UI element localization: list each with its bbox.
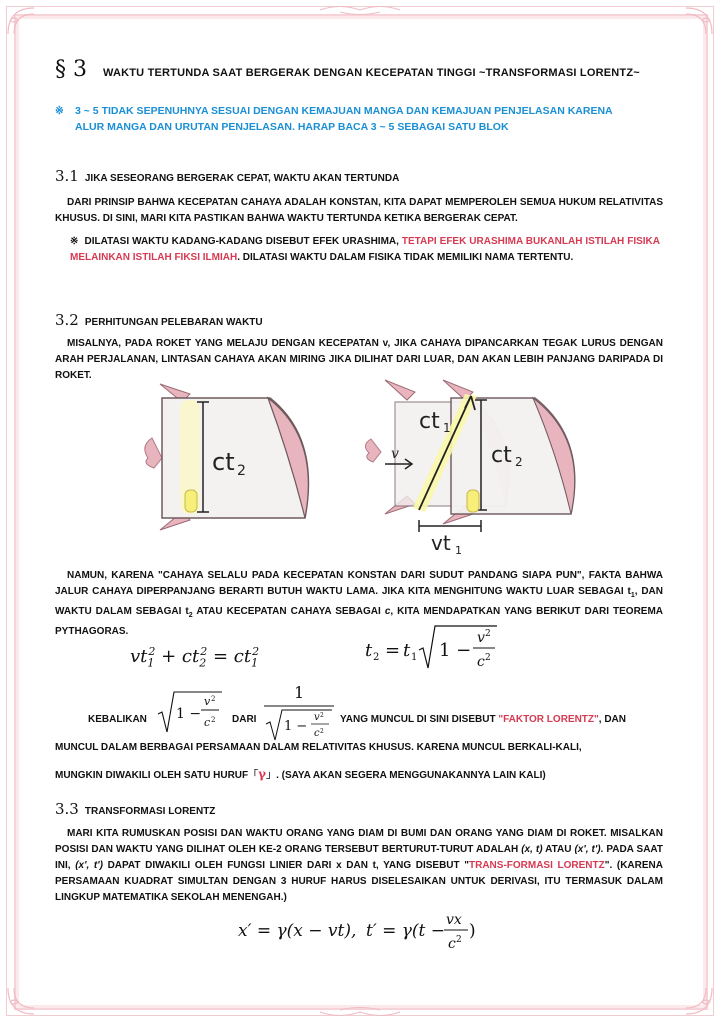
equation-time-dilation (365, 622, 505, 674)
paragraph-3-2-intro: MISALNYA, PADA ROKET YANG MELAJU DENGAN KECEPATAN v, JIKA CAHAYA DIPANCARKAN TEGAK LURUS DENGAN ARAH PERJALANAN, LINTASAN CAHAYA AKAN MIRING JIKA DILIHAT DARI LUAR, DAN AKAN LEBIH PANJANG DARIPADA DI ROKET. (55, 338, 663, 381)
text-segment: MARI KITA RUMUSKAN POSISI DAN WAKTU ORANG YANG DIAM DI BUMI DAN ORANG YANG DIAM DI ROKET. MISALKAN POSISI DAN WAKTU YANG DILIHAT OLEH KE-2 ORANG TERSEBUT BERTURUT-TURUT ADALAH (55, 828, 663, 855)
subsection-title: TRANSFORMASI LORENTZ (84, 806, 216, 817)
note-text-red: TETAPI EFEK URASHIMA BUKANLAH ISTILAH FISIKA MELAINKAN ISTILAH FIKSI ILMIAH (70, 236, 660, 263)
svg-text:2: 2 (373, 652, 380, 663)
svg-text:2: 2 (485, 653, 491, 663)
label-ct1: ct (419, 409, 440, 434)
label-dari: DARI (232, 714, 257, 725)
text-segment: MUNGKIN DIWAKILI OLEH SATU HURUF (55, 770, 249, 781)
svg-text:v: v (314, 712, 320, 723)
note-mark-icon: ※ (70, 236, 79, 247)
text-segment: ATAU (545, 844, 572, 855)
corner-ornament-icon (4, 984, 38, 1018)
text-lorentz-factor-red: "FAKTOR LORENTZ" (498, 714, 599, 725)
subsection-title: JIKA SESEORANG BERGERAK CEPAT, WAKTU AKAN TERTUNDA (84, 173, 400, 184)
svg-text:1 −: 1 − (284, 719, 308, 734)
factor-line (340, 712, 626, 728)
rocket-figure-moving (355, 374, 595, 554)
subsection-title: PERHITUNGAN PELEBARAN WAKTU (84, 317, 263, 328)
svg-text:1: 1 (411, 652, 418, 663)
coords-xt: (x, t) (521, 844, 543, 855)
svg-text:2: 2 (485, 629, 491, 639)
notice-line-2: ALUR MANGA DAN URUTAN PENJELASAN. HARAP BACA 3 ~ 5 SEBAGAI SATU BLOK (75, 121, 509, 133)
text-segment: . (SAYA AKAN SEGERA MENGGUNAKANNYA LAIN KALI) (276, 770, 546, 781)
svg-text:v: v (204, 695, 211, 708)
note-text-end: . DILATASI WAKTU DALAM FISIKA TIDAK MEMILIKI NAMA TERTENTU. (237, 252, 574, 263)
subsection-number: 3.2 (55, 311, 79, 329)
coords-xt-prime: (x', t') (574, 844, 601, 855)
text-segment: , DAN (598, 714, 626, 725)
subsection-number: 3.1 (55, 167, 79, 185)
text-segment: YANG MUNCUL DI SINI DISEBUT (340, 714, 496, 725)
label-v: v (391, 446, 399, 462)
svg-text:1 −: 1 − (176, 706, 202, 722)
paragraph-line-relativity: MUNCUL DALAM BERBAGAI PERSAMAAN DALAM RELATIVITAS KHUSUS. KARENA MUNCUL BERKALI-KALI, (55, 742, 582, 753)
corner-ornament-icon (682, 4, 716, 38)
notice-block (55, 103, 655, 135)
var-t1: $t_1$ (627, 586, 635, 599)
equation-lorentz-transformation (238, 906, 478, 956)
subsection-number: 3.3 (55, 800, 79, 818)
svg-text:2: 2 (211, 716, 216, 724)
note-urashima (70, 234, 660, 266)
label-vt1-sub: 1 (455, 544, 462, 554)
paragraph-3-3 (55, 826, 663, 906)
var-c: c (384, 606, 391, 617)
svg-text:=: = (385, 640, 401, 661)
corner-ornament-icon (682, 984, 716, 1018)
subsection-3-1-heading (55, 167, 399, 185)
paragraph-3-2-pythagoras (55, 568, 663, 640)
coords-xt-prime: (x', t') (75, 860, 103, 871)
rocket-figure-still (140, 378, 330, 538)
paragraph-line-gamma: MUNGKIN DIWAKILI OLEH SATU HURUF「γ」. (SAYA AKAN SEGERA MENGGUNAKANNYA LAIN KALI) (55, 767, 546, 781)
equation-pythagoras: $vt_1^2 + ct_2^2 = ct_1^2$ (130, 645, 260, 670)
note-text: DILATASI WAKTU KADANG-KADANG DISEBUT EFEK URASHIMA, (84, 236, 399, 247)
section-number: § 3 (55, 57, 87, 82)
label-kebalikan: KEBALIKAN (88, 714, 147, 725)
svg-text:x′ = γ(x − vt),: x′ = γ(x − vt), (238, 921, 357, 941)
svg-text:c: c (314, 728, 320, 739)
label-ct2: ct (212, 448, 235, 476)
svg-text:c: c (448, 936, 456, 952)
paragraph-3-1: DARI PRINSIP BAHWA KECEPATAN CAHAYA ADALAH KONSTAN, KITA DAPAT MEMPEROLEH SEMUA HUKUM RELATIVITAS KHUSUS. DI SINI, MARI KITA PASTIKAN BAHWA WAKTU TERTUNDA KETIKA BERGERAK CEPAT. (55, 197, 663, 224)
gamma-symbol: γ (258, 767, 267, 781)
svg-text:): ) (469, 921, 476, 941)
bottom-ornament-icon (310, 1005, 410, 1019)
svg-text:2: 2 (320, 712, 324, 719)
svg-text:t: t (403, 640, 411, 661)
svg-text:c: c (477, 654, 485, 670)
text-segment: NAMUN, KARENA "CAHAYA SELALU PADA KECEPATAN KONSTAN DARI SUDUT PANDANG SIAPA PUN", FAKTA BAHWA JALUR CAHAYA DIPERPANJANG BERARTI BUTUH WAKTU LAMA. JIKA KITA MENGHITUNG WAKTU LUAR SEBAGAI (55, 570, 663, 597)
svg-text:2: 2 (211, 695, 216, 703)
subsection-3-2-heading (55, 311, 263, 329)
text-lorentz-transform-red: TRANS-FORMASI LORENTZ (469, 860, 605, 871)
top-ornament-icon (310, 3, 410, 17)
svg-text:2: 2 (456, 935, 462, 945)
corner-ornament-icon (4, 4, 38, 38)
svg-text:t′ = γ(t −: t′ = γ(t − (366, 921, 446, 941)
text-segment: ". (KARENA PERSAMAAN KUADRAT SIMULTAN DENGAN 3 HURUF HARUS DISELESAIKAN UNTUK DERIVASI, ITU TERMASUK DALAM LINGKUP MATEMATIKA SEKOLAH MENENGAH.) (55, 860, 663, 903)
text-segment: . PADA SAAT INI, (55, 844, 664, 871)
text-segment: , KITA MENDAPATKAN YANG BERIKUT DARI TEOREMA PYTHAGORAS. (55, 606, 664, 637)
equation-lorentz-factor (262, 680, 336, 742)
equation-sqrt-factor (156, 690, 226, 734)
label-vt1: vt (431, 531, 451, 554)
text-segment: DAPAT DIWAKILI OLEH FUNGSI LINIER DARI x DAN t, YANG DISEBUT " (107, 860, 469, 871)
notice-line-1: 3 ~ 5 TIDAK SEPENUHNYA SESUAI DENGAN KEMAJUAN MANGA DAN KEMAJUAN PENJELASAN KARENA (75, 105, 613, 117)
svg-text:c: c (204, 716, 211, 729)
section-header (55, 57, 640, 82)
svg-text:t: t (365, 640, 373, 661)
subsection-3-3-heading (55, 800, 215, 818)
label-ct1-sub: 1 (443, 421, 451, 435)
svg-text:vx: vx (446, 912, 462, 928)
text-segment: ATAU KECEPATAN CAHAYA SEBAGAI (196, 606, 381, 617)
label-ct2-moving: ct (491, 443, 512, 468)
svg-text:v: v (477, 630, 485, 646)
notice-mark-icon: ※ (55, 105, 64, 117)
label-ct2-moving-sub: 2 (515, 455, 523, 469)
label-ct2-sub: 2 (237, 463, 246, 479)
svg-text:1: 1 (294, 683, 305, 702)
var-t2: $t_2$ (185, 606, 193, 619)
svg-text:1 −: 1 − (439, 640, 472, 661)
section-title: WAKTU TERTUNDA SAAT BERGERAK DENGAN KECEPATAN TINGGI ~TRANSFORMASI LORENTZ~ (103, 67, 640, 79)
text-segment: , DAN WAKTU DALAM SEBAGAI (55, 586, 663, 617)
svg-text:2: 2 (320, 728, 324, 735)
